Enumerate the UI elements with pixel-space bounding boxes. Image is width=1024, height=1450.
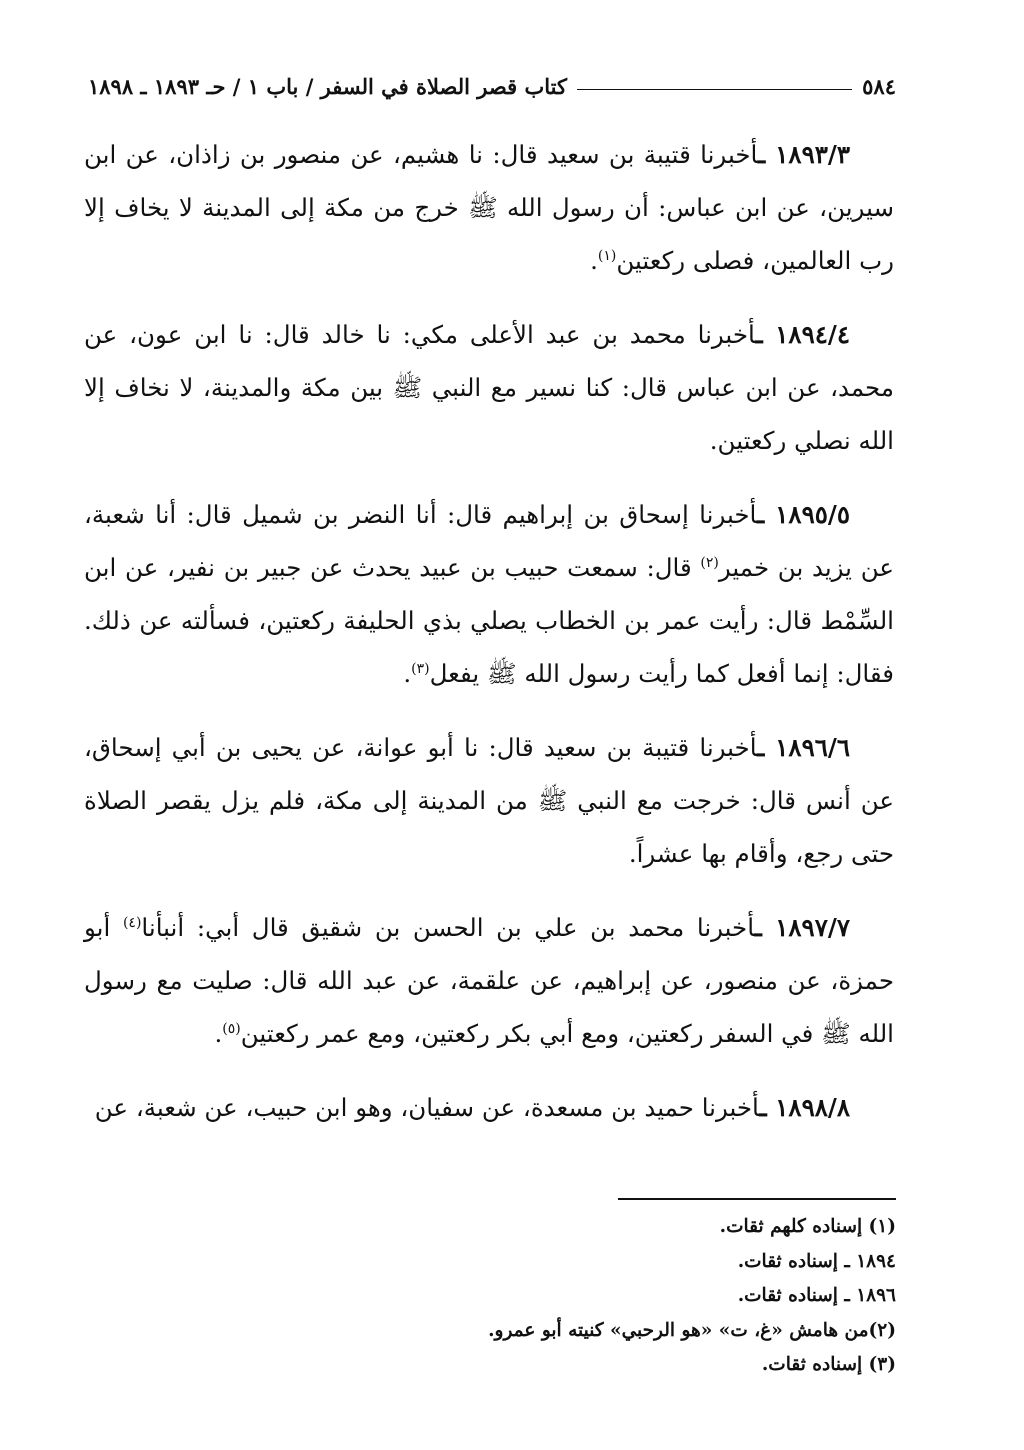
footnote: (٣) إسناده ثقات.	[761, 1354, 896, 1375]
footnote-ref: (٥)	[222, 1021, 241, 1037]
hadith-text: أخبرنا حميد بن مسعدة، عن سفيان، وهو ابن حبيب، عن شعبة، عن	[94, 1093, 760, 1122]
hadith-text: أخبرنا قتيبة بن سعيد قال: نا أبو عوانة، عن يحيى بن أبي إسحاق، عن أنس قال: خرجت مع النبي ﷺ من المدينة إلى مكة، فلم يزل يقصر الصلاة حتى رجع، وأقام بها عشراً.	[84, 733, 894, 868]
header-rule	[577, 89, 852, 90]
hadith-number: ١٨٩٦/٦ ـ	[757, 733, 850, 762]
hadith-tail: .	[214, 1019, 223, 1048]
hadith-text: أخبرنا إسحاق بن إبراهيم قال: أنا النضر بن شميل قال: أنا شعبة، عن يزيد بن خمير	[84, 500, 894, 582]
hadith-1896	[84, 721, 894, 880]
footnote-ref: (٤)	[122, 915, 142, 931]
hadith-number: ١٨٩٥/٥ ـ	[757, 500, 850, 529]
footnotes	[300, 1210, 896, 1383]
hadith-1897	[84, 901, 894, 1060]
page-number: ٥٨٤	[862, 73, 896, 99]
footnote-ref: (١)	[597, 248, 617, 264]
footnote: ١٨٩٤ ـ إسناده ثقات.	[737, 1250, 896, 1272]
footnote-ref: (٣)	[411, 661, 430, 677]
running-header	[88, 66, 896, 106]
hadith-number: ١٨٩٣/٣ ـ	[757, 140, 850, 169]
footnote: ١٨٩٦ ـ إسناده ثقات.	[737, 1285, 896, 1306]
hadith-1893	[84, 128, 894, 287]
hadith-1895	[84, 488, 894, 700]
hadith-number: ١٨٩٨/٨ ـ	[759, 1093, 850, 1122]
hadith-text-continued: قال: سمعت حبيب بن عبيد يحدث عن جبير بن نفير، عن ابن السِّمْط قال: رأيت عمر بن الخطاب يصلي بذي الحليفة ركعتين، فسألته عن ذلك. فقال: إنما أفعل كما رأيت رسول الله ﷺ يفعل	[84, 553, 894, 688]
hadith-1898	[84, 1081, 894, 1134]
footnote: (١) إسناده كلهم ثقات.	[719, 1216, 896, 1237]
footnote: (٢)من هامش «غ، ت» «هو الرحبي» كنيته أبو عمرو.	[488, 1319, 896, 1341]
main-text	[84, 128, 894, 1155]
hadith-number: ١٨٩٤/٤ ـ	[755, 320, 850, 349]
hadith-1894	[84, 308, 894, 467]
hadith-text: أخبرنا محمد بن عبد الأعلى مكي: نا خالد قال: نا ابن عون، عن محمد، عن ابن عباس قال: كنا نسير مع النبي ﷺ بين مكة والمدينة، لا نخاف إلا الله نصلي ركعتين.	[84, 320, 894, 455]
footnote-rule	[618, 1198, 896, 1200]
hadith-tail: .	[590, 246, 598, 275]
hadith-number: ١٨٩٧/٧ ـ	[754, 913, 850, 942]
footnote-ref: (٢)	[700, 555, 719, 571]
hadith-text-continued: أبو حمزة، عن منصور، عن إبراهيم، عن علقمة، عن عبد الله قال: صليت مع رسول الله ﷺ في السفر ركعتين، ومع أبي بكر ركعتين، ومع عمر ركعتين	[84, 913, 894, 1048]
hadith-tail: .	[403, 659, 412, 688]
hadith-text: أخبرنا قتيبة بن سعيد قال: نا هشيم، عن منصور بن زاذان، عن ابن سيرين، عن ابن عباس: أن رسول الله ﷺ خرج من مكة إلى المدينة لا يخاف إلا رب العالمين، فصلى ركعتين	[84, 140, 894, 275]
chapter-title: كتاب قصر الصلاة في السفر / باب ١ / حـ ١٨٩٣ ـ ١٨٩٨	[88, 73, 567, 99]
hadith-text: أخبرنا محمد بن علي بن الحسن بن شقيق قال أبي: أنبأنا	[141, 913, 755, 942]
